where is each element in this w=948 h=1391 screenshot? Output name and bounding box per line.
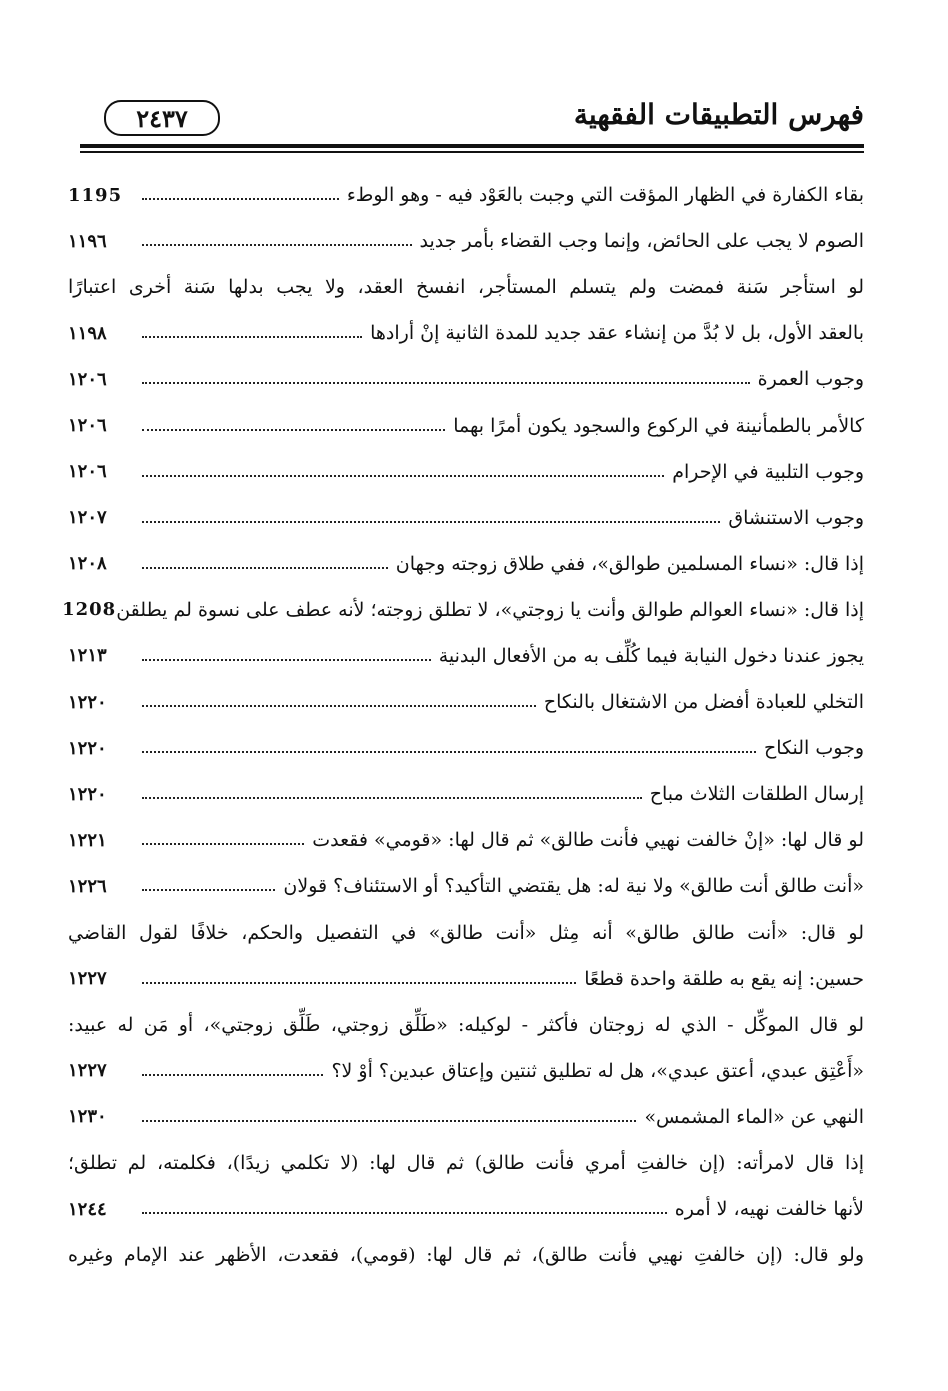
index-entry — [68, 541, 864, 587]
index-entry — [68, 817, 864, 863]
entry-page-number: ١٢٢١ — [68, 829, 107, 851]
entry-page-number: ١٢٢٠ — [68, 783, 107, 805]
page-title: فهرس التطبيقات الفقهية — [573, 98, 864, 131]
entry-page-number: ١٢٠٧ — [68, 507, 107, 529]
dot-leader — [142, 1212, 667, 1214]
entry-text: «أَعْتِق عبدي، أعتق عبدي»، هل له تطليق ثنتين وإعتاق عبدين؟ أوْ لا؟ — [331, 1059, 864, 1082]
entry-text: النهي عن «الماء المشمس» — [644, 1105, 864, 1128]
page-header — [80, 92, 864, 140]
index-entry — [68, 956, 864, 1002]
entry-text: ولو قال: (إن خالفتِ نهيي فأنت طالق)، ثم قال لها: (قومي)، فقعدت، الأظهر عند الإمام وغيره — [68, 1244, 864, 1267]
page-number-badge: ٢٤٣٧ — [104, 100, 220, 136]
entry-text: حسين: إنه يقع به طلقة واحدة قطعًا — [584, 967, 864, 990]
index-entry — [68, 495, 864, 541]
entry-text: التخلي للعبادة أفضل من الاشتغال بالنكاح — [543, 691, 864, 714]
entry-page-number: ١٢٠٦ — [68, 415, 107, 437]
entry-text: يجوز عندنا دخول النيابة فيما كُلِّف به من الأفعال البدنية — [438, 644, 864, 667]
index-entry — [68, 1048, 864, 1094]
entry-page-number: 1208 — [62, 599, 117, 621]
entry-page-number: ١٢٢٦ — [68, 875, 107, 897]
dot-leader — [142, 521, 720, 523]
entry-text: إذا قال: «نساء العوالم طوالق وأنت يا زوجتي»، لا تطلق زوجته؛ لأنه عطف على نسوة لم يطلقن — [116, 598, 864, 621]
entry-page-number: ١٢٢٧ — [68, 1060, 107, 1082]
entry-text: وجوب العمرة — [757, 368, 864, 391]
index-entry — [68, 1186, 864, 1232]
entry-page-number: ١٢٢٧ — [68, 968, 107, 990]
dot-leader — [142, 843, 304, 845]
index-entry — [68, 310, 864, 356]
entry-text: لو استأجر سَنة فمضت ولم يتسلم المستأجر، انفسخ العقد، ولا يجب بدلها سَنة أخرى اعتبارًا — [68, 276, 864, 299]
entry-text: لو قال: «أنت طالق طالق» أنه مِثل «أنت طالق» في التفصيل والحكم، خلافًا لقول القاضي — [68, 921, 864, 944]
header-rule-thin — [80, 151, 864, 153]
entry-text: لأنها خالفت نهيه، لا أمره — [674, 1198, 864, 1221]
index-entry — [68, 449, 864, 495]
index-entry — [68, 218, 864, 264]
entry-page-number: ١٢٠٦ — [68, 461, 107, 483]
entry-page-number: ١٢٢٠ — [68, 737, 107, 759]
dot-leader — [142, 244, 412, 246]
index-entries — [62, 172, 864, 1278]
index-entry — [68, 771, 864, 817]
dot-leader — [142, 429, 445, 431]
entry-text: وجوب النكاح — [763, 737, 864, 760]
index-entry — [62, 587, 864, 633]
entry-text: وجوب الاستنشاق — [728, 506, 864, 529]
entry-text: بالعقد الأول، بل لا بُدَّ من إنشاء عقد جديد للمدة الثانية إنْ أرادها — [370, 322, 864, 345]
index-entry — [68, 1140, 864, 1186]
dot-leader — [142, 336, 362, 338]
entry-text: لو قال لها: «إنْ خالفت نهيي فأنت طالق» ثم قال لها: «قومي» فقعدت — [312, 829, 864, 852]
dot-leader — [142, 751, 756, 753]
entry-text: كالأمر بالطمأنينة في الركوع والسجود يكون أمرًا بهما — [453, 414, 864, 437]
entry-page-number: ١٢٠٨ — [68, 553, 107, 575]
index-entry — [68, 172, 864, 218]
entry-text: إرسال الطلقات الثلاث مباح — [649, 783, 864, 806]
entry-text: إذا قال: «نساء المسلمين طوالق»، ففي طلاق زوجته وجهان — [395, 552, 864, 575]
index-entry — [68, 356, 864, 402]
entry-text: لو قال الموكِّل - الذي له زوجتان فأكثر - لوكيله: «طَلِّق زوجتي، طَلِّق زوجتي»، أو مَن له عبيد: — [68, 1013, 864, 1036]
dot-leader — [142, 382, 750, 384]
dot-leader — [142, 475, 664, 477]
index-entry — [68, 1232, 864, 1278]
entry-page-number: ١١٩٨ — [68, 322, 107, 344]
entry-text: «أنت طالق أنت طالق» ولا نية له: هل يقتضي التأكيد؟ أو الاستئناف؟ قولان — [283, 875, 864, 898]
index-entry — [68, 863, 864, 909]
entry-page-number: ١٢٣٠ — [68, 1106, 107, 1128]
index-entry — [68, 402, 864, 448]
dot-leader — [142, 982, 576, 984]
header-rule-thick — [80, 144, 864, 148]
entry-text: بقاء الكفارة في الظهار المؤقت التي وجبت بالعَوْد فيه - وهو الوطء — [346, 184, 864, 207]
dot-leader — [142, 889, 275, 891]
index-entry — [68, 1094, 864, 1140]
entry-text: إذا قال لامرأته: (إن خالفتِ أمري فأنت طالق) ثم قال لها: (لا تكلمي زيدًا)، فكلمته، لم تطلق؛ — [68, 1152, 864, 1175]
entry-page-number: ١٢٠٦ — [68, 368, 107, 390]
entry-text: وجوب التلبية في الإحرام — [672, 460, 864, 483]
index-entry — [68, 633, 864, 679]
entry-page-number: ١٢١٣ — [68, 645, 107, 667]
index-entry — [68, 910, 864, 956]
dot-leader — [142, 659, 431, 661]
dot-leader — [142, 567, 388, 569]
index-entry — [68, 725, 864, 771]
dot-leader — [142, 1074, 323, 1076]
dot-leader — [142, 198, 339, 200]
dot-leader — [142, 705, 536, 707]
index-entry — [68, 1002, 864, 1048]
entry-page-number: ١١٩٦ — [68, 230, 107, 252]
entry-page-number: ١٢٢٠ — [68, 691, 107, 713]
entry-page-number: 1195 — [68, 184, 123, 206]
entry-text: الصوم لا يجب على الحائض، وإنما وجب القضاء بأمر جديد — [419, 230, 864, 253]
entry-page-number: ١٢٤٤ — [68, 1198, 107, 1220]
dot-leader — [142, 1120, 636, 1122]
index-entry — [68, 679, 864, 725]
index-entry — [68, 264, 864, 310]
dot-leader — [142, 797, 642, 799]
